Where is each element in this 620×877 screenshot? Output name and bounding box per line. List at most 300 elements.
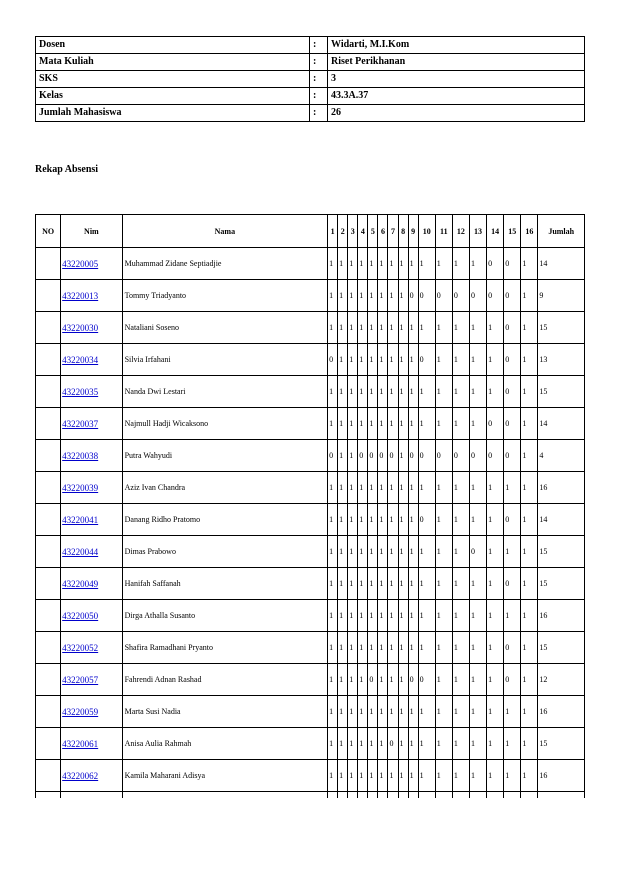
student-name: Putra Wahyudi — [122, 440, 327, 472]
attendance-cell: 1 — [338, 536, 348, 568]
attendance-cell: 1 — [521, 536, 538, 568]
attendance-cell: 1 — [408, 504, 418, 536]
info-separator: : — [310, 71, 328, 88]
nim-cell — [61, 408, 122, 440]
student-name: Silvia Irfahani — [122, 344, 327, 376]
column-header: 2 — [338, 215, 348, 248]
attendance-cell: 1 — [378, 248, 388, 280]
attendance-cell: 1 — [487, 664, 504, 696]
attendance-cell: 0 — [435, 440, 452, 472]
info-label: Mata Kuliah — [36, 54, 310, 71]
attendance-cell: 0 — [408, 664, 418, 696]
column-header: 11 — [435, 215, 452, 248]
attendance-cell: 1 — [328, 664, 338, 696]
attendance-cell: 1 — [368, 536, 378, 568]
attendance-cell: 0 — [378, 440, 388, 472]
nim-link[interactable]: 43220044 — [62, 546, 99, 557]
attendance-cell: 0 — [368, 664, 378, 696]
attendance-cell: 1 — [358, 600, 368, 632]
attendance-cell: 1 — [487, 728, 504, 760]
attendance-cell: 1 — [521, 760, 538, 792]
empty-cell — [348, 792, 358, 799]
table-row — [36, 696, 585, 728]
table-row — [36, 312, 585, 344]
attendance-cell: 1 — [408, 472, 418, 504]
row-number — [36, 440, 61, 472]
nim-cell — [61, 376, 122, 408]
attendance-cell: 1 — [521, 568, 538, 600]
nim-link[interactable]: 43220062 — [62, 770, 99, 781]
attendance-total: 16 — [538, 600, 585, 632]
attendance-cell: 1 — [338, 248, 348, 280]
attendance-cell: 1 — [378, 536, 388, 568]
attendance-cell: 0 — [368, 440, 378, 472]
student-name: Nanda Dwi Lestari — [122, 376, 327, 408]
attendance-cell: 1 — [328, 472, 338, 504]
row-number — [36, 280, 61, 312]
attendance-total: 16 — [538, 696, 585, 728]
table-row — [36, 376, 585, 408]
info-label: SKS — [36, 71, 310, 88]
attendance-cell: 1 — [368, 248, 378, 280]
attendance-cell: 1 — [398, 504, 408, 536]
attendance-cell: 1 — [348, 440, 358, 472]
attendance-cell: 1 — [521, 472, 538, 504]
attendance-cell: 1 — [378, 472, 388, 504]
attendance-cell: 1 — [452, 728, 469, 760]
nim-cell — [61, 504, 122, 536]
attendance-cell: 1 — [388, 536, 398, 568]
info-value: 43.3A.37 — [328, 88, 585, 105]
attendance-total: 9 — [538, 280, 585, 312]
attendance-cell: 1 — [469, 408, 486, 440]
table-row — [36, 472, 585, 504]
info-row — [36, 88, 585, 105]
attendance-cell: 0 — [504, 280, 521, 312]
attendance-cell: 1 — [378, 376, 388, 408]
attendance-cell: 1 — [504, 696, 521, 728]
attendance-cell: 1 — [328, 760, 338, 792]
attendance-cell: 1 — [398, 664, 408, 696]
attendance-cell: 1 — [328, 408, 338, 440]
attendance-cell: 1 — [521, 664, 538, 696]
attendance-cell: 1 — [388, 248, 398, 280]
attendance-cell: 0 — [504, 376, 521, 408]
attendance-cell: 1 — [408, 600, 418, 632]
attendance-cell: 1 — [418, 696, 435, 728]
table-row-cutoff — [36, 792, 585, 799]
attendance-cell: 0 — [504, 312, 521, 344]
student-name: Dimas Prabowo — [122, 536, 327, 568]
attendance-cell: 0 — [328, 344, 338, 376]
attendance-cell: 1 — [435, 472, 452, 504]
attendance-total: 15 — [538, 376, 585, 408]
empty-cell — [521, 792, 538, 799]
attendance-cell: 1 — [435, 408, 452, 440]
attendance-cell: 1 — [521, 312, 538, 344]
nim-link[interactable]: 43220039 — [62, 482, 99, 493]
nim-cell — [61, 728, 122, 760]
attendance-cell: 1 — [435, 632, 452, 664]
student-name: Danang Ridho Pratomo — [122, 504, 327, 536]
attendance-cell: 1 — [398, 632, 408, 664]
nim-cell — [61, 248, 122, 280]
attendance-cell: 1 — [398, 248, 408, 280]
nim-link[interactable]: 43220059 — [62, 706, 99, 717]
attendance-cell: 0 — [418, 504, 435, 536]
attendance-cell: 1 — [452, 344, 469, 376]
attendance-cell: 1 — [408, 568, 418, 600]
row-number — [36, 472, 61, 504]
student-name: Najmull Hadji Wicaksono — [122, 408, 327, 440]
attendance-cell: 1 — [487, 600, 504, 632]
attendance-cell: 1 — [328, 376, 338, 408]
attendance-cell: 1 — [521, 248, 538, 280]
attendance-cell: 1 — [338, 504, 348, 536]
attendance-cell: 1 — [368, 760, 378, 792]
attendance-cell: 1 — [504, 600, 521, 632]
attendance-cell: 1 — [368, 312, 378, 344]
column-header: 1 — [328, 215, 338, 248]
info-row — [36, 54, 585, 71]
info-separator: : — [310, 37, 328, 54]
attendance-cell: 1 — [398, 376, 408, 408]
attendance-cell: 1 — [521, 440, 538, 472]
attendance-cell: 1 — [521, 344, 538, 376]
nim-link[interactable]: 43220030 — [62, 322, 99, 333]
attendance-cell: 1 — [469, 472, 486, 504]
attendance-cell: 0 — [487, 408, 504, 440]
attendance-cell: 1 — [348, 632, 358, 664]
attendance-header-row — [36, 215, 585, 248]
info-value: 3 — [328, 71, 585, 88]
attendance-cell: 0 — [435, 280, 452, 312]
attendance-cell: 1 — [368, 280, 378, 312]
column-header: 9 — [408, 215, 418, 248]
attendance-cell: 1 — [348, 664, 358, 696]
attendance-total: 16 — [538, 472, 585, 504]
info-label: Dosen — [36, 37, 310, 54]
attendance-cell: 1 — [338, 600, 348, 632]
column-header: 5 — [368, 215, 378, 248]
attendance-cell: 1 — [469, 568, 486, 600]
attendance-cell: 1 — [408, 248, 418, 280]
attendance-cell: 1 — [348, 504, 358, 536]
column-header: 12 — [452, 215, 469, 248]
column-header: 16 — [521, 215, 538, 248]
attendance-cell: 1 — [368, 504, 378, 536]
attendance-cell: 1 — [469, 760, 486, 792]
attendance-cell: 1 — [435, 344, 452, 376]
attendance-cell: 1 — [368, 472, 378, 504]
attendance-cell: 1 — [452, 408, 469, 440]
attendance-cell: 1 — [328, 696, 338, 728]
student-name: Shafira Ramadhani Pryanto — [122, 632, 327, 664]
attendance-cell: 1 — [338, 312, 348, 344]
attendance-cell: 1 — [388, 344, 398, 376]
attendance-cell: 1 — [368, 568, 378, 600]
table-row — [36, 632, 585, 664]
attendance-cell: 1 — [469, 696, 486, 728]
attendance-cell: 0 — [418, 280, 435, 312]
attendance-cell: 1 — [348, 344, 358, 376]
attendance-cell: 0 — [452, 280, 469, 312]
nim-link[interactable]: 43220005 — [62, 258, 99, 269]
attendance-cell: 1 — [338, 568, 348, 600]
attendance-cell: 1 — [398, 408, 408, 440]
section-title: Rekap Absensi — [35, 164, 99, 175]
attendance-cell: 0 — [504, 632, 521, 664]
nim-link[interactable]: 43220013 — [62, 290, 99, 301]
empty-cell — [452, 792, 469, 799]
nim-link[interactable]: 43220057 — [62, 674, 99, 685]
attendance-cell: 1 — [521, 696, 538, 728]
attendance-cell: 1 — [408, 696, 418, 728]
attendance-cell: 0 — [388, 728, 398, 760]
column-header: Nim — [61, 215, 122, 248]
column-header: NO — [36, 215, 61, 248]
attendance-total: 12 — [538, 664, 585, 696]
empty-cell — [368, 792, 378, 799]
attendance-cell: 0 — [504, 344, 521, 376]
column-header: 7 — [388, 215, 398, 248]
attendance-cell: 0 — [504, 568, 521, 600]
student-name: Nataliani Soseno — [122, 312, 327, 344]
attendance-cell: 1 — [408, 760, 418, 792]
attendance-cell: 0 — [358, 440, 368, 472]
attendance-cell: 1 — [388, 504, 398, 536]
nim-cell — [61, 632, 122, 664]
table-row — [36, 280, 585, 312]
empty-cell — [328, 792, 338, 799]
attendance-cell: 1 — [469, 312, 486, 344]
attendance-cell: 1 — [418, 376, 435, 408]
row-number — [36, 344, 61, 376]
attendance-cell: 1 — [452, 536, 469, 568]
attendance-cell: 1 — [398, 312, 408, 344]
attendance-cell: 0 — [418, 344, 435, 376]
attendance-cell: 1 — [469, 664, 486, 696]
attendance-cell: 0 — [469, 280, 486, 312]
attendance-total: 16 — [538, 760, 585, 792]
attendance-cell: 1 — [328, 632, 338, 664]
student-name: Fahrendi Adnan Rashad — [122, 664, 327, 696]
attendance-cell: 1 — [348, 280, 358, 312]
attendance-cell: 1 — [487, 760, 504, 792]
info-label: Jumlah Mahasiswa — [36, 105, 310, 122]
row-number — [36, 568, 61, 600]
attendance-cell: 1 — [378, 504, 388, 536]
attendance-cell: 1 — [328, 312, 338, 344]
column-header: 13 — [469, 215, 486, 248]
attendance-cell: 1 — [469, 600, 486, 632]
attendance-cell: 1 — [487, 376, 504, 408]
student-name: Kamila Maharani Adisya — [122, 760, 327, 792]
attendance-cell: 1 — [338, 664, 348, 696]
attendance-cell: 0 — [504, 440, 521, 472]
table-row — [36, 664, 585, 696]
attendance-cell: 1 — [358, 696, 368, 728]
nim-link[interactable]: 43220052 — [62, 642, 99, 653]
attendance-cell: 1 — [338, 344, 348, 376]
attendance-cell: 1 — [408, 312, 418, 344]
table-row — [36, 536, 585, 568]
attendance-cell: 1 — [418, 600, 435, 632]
nim-cell — [61, 536, 122, 568]
table-row — [36, 248, 585, 280]
attendance-cell: 0 — [388, 440, 398, 472]
attendance-cell: 1 — [338, 408, 348, 440]
info-separator: : — [310, 88, 328, 105]
course-info-table — [35, 36, 585, 122]
attendance-cell: 1 — [358, 760, 368, 792]
attendance-cell: 1 — [408, 536, 418, 568]
attendance-cell: 0 — [408, 440, 418, 472]
attendance-cell: 1 — [469, 248, 486, 280]
attendance-cell: 1 — [418, 472, 435, 504]
nim-link[interactable]: 43220038 — [62, 450, 99, 461]
attendance-cell: 1 — [398, 344, 408, 376]
attendance-cell: 1 — [408, 728, 418, 760]
attendance-cell: 1 — [328, 536, 338, 568]
attendance-cell: 1 — [487, 344, 504, 376]
attendance-cell: 1 — [368, 696, 378, 728]
attendance-cell: 1 — [487, 536, 504, 568]
attendance-cell: 0 — [469, 536, 486, 568]
attendance-cell: 1 — [368, 728, 378, 760]
attendance-cell: 1 — [469, 632, 486, 664]
attendance-body — [36, 248, 585, 799]
column-header: 15 — [504, 215, 521, 248]
nim-link[interactable]: 43220061 — [62, 738, 99, 749]
attendance-cell: 1 — [452, 568, 469, 600]
attendance-cell: 1 — [338, 728, 348, 760]
table-row — [36, 728, 585, 760]
attendance-total: 4 — [538, 440, 585, 472]
attendance-cell: 1 — [398, 728, 408, 760]
attendance-cell: 0 — [469, 440, 486, 472]
nim-cell — [61, 472, 122, 504]
empty-cell — [408, 792, 418, 799]
attendance-cell: 1 — [388, 568, 398, 600]
attendance-cell: 1 — [358, 472, 368, 504]
nim-link[interactable]: 43220049 — [62, 578, 99, 589]
row-number — [36, 376, 61, 408]
attendance-cell: 1 — [398, 760, 408, 792]
attendance-cell: 1 — [452, 248, 469, 280]
nim-cell — [61, 280, 122, 312]
attendance-total: 15 — [538, 728, 585, 760]
attendance-cell: 1 — [388, 280, 398, 312]
attendance-cell: 1 — [358, 248, 368, 280]
attendance-cell: 0 — [487, 440, 504, 472]
attendance-cell: 1 — [435, 600, 452, 632]
attendance-cell: 1 — [358, 504, 368, 536]
row-number — [36, 760, 61, 792]
table-row — [36, 568, 585, 600]
table-row — [36, 408, 585, 440]
attendance-cell: 1 — [358, 280, 368, 312]
nim-link[interactable]: 43220041 — [62, 514, 99, 525]
attendance-cell: 1 — [521, 376, 538, 408]
attendance-cell: 1 — [521, 280, 538, 312]
attendance-cell: 1 — [338, 472, 348, 504]
attendance-cell: 1 — [338, 280, 348, 312]
attendance-cell: 1 — [398, 600, 408, 632]
nim-link[interactable]: 43220050 — [62, 610, 99, 621]
attendance-cell: 1 — [368, 600, 378, 632]
attendance-cell: 1 — [435, 760, 452, 792]
student-name: Dirga Athalla Susanto — [122, 600, 327, 632]
attendance-cell: 1 — [338, 632, 348, 664]
attendance-cell: 1 — [348, 568, 358, 600]
nim-link[interactable]: 43220034 — [62, 354, 99, 365]
empty-cell — [469, 792, 486, 799]
info-value: Riset Perikhanan — [328, 54, 585, 71]
nim-cell — [61, 760, 122, 792]
attendance-cell: 1 — [435, 536, 452, 568]
attendance-cell: 1 — [328, 504, 338, 536]
attendance-cell: 1 — [368, 408, 378, 440]
attendance-cell: 1 — [378, 760, 388, 792]
column-header: 6 — [378, 215, 388, 248]
attendance-cell: 1 — [435, 696, 452, 728]
attendance-total: 14 — [538, 504, 585, 536]
attendance-cell: 1 — [398, 568, 408, 600]
attendance-cell: 1 — [435, 728, 452, 760]
nim-link[interactable]: 43220037 — [62, 418, 99, 429]
row-number — [36, 504, 61, 536]
attendance-cell: 1 — [328, 568, 338, 600]
row-number — [36, 536, 61, 568]
empty-cell — [435, 792, 452, 799]
nim-cell — [61, 440, 122, 472]
student-name: Aziz Ivan Chandra — [122, 472, 327, 504]
attendance-cell: 1 — [398, 696, 408, 728]
attendance-cell: 1 — [378, 312, 388, 344]
attendance-cell: 1 — [348, 728, 358, 760]
info-row — [36, 105, 585, 122]
table-row — [36, 440, 585, 472]
attendance-cell: 1 — [521, 632, 538, 664]
attendance-cell: 1 — [487, 632, 504, 664]
attendance-cell: 1 — [408, 632, 418, 664]
info-row — [36, 71, 585, 88]
attendance-cell: 1 — [521, 728, 538, 760]
attendance-cell: 1 — [418, 312, 435, 344]
empty-cell — [388, 792, 398, 799]
attendance-cell: 1 — [388, 376, 398, 408]
attendance-cell: 1 — [487, 312, 504, 344]
row-number — [36, 600, 61, 632]
empty-cell — [61, 792, 122, 799]
attendance-cell: 1 — [328, 248, 338, 280]
attendance-cell: 1 — [378, 728, 388, 760]
row-number — [36, 248, 61, 280]
attendance-cell: 1 — [452, 600, 469, 632]
attendance-cell: 0 — [408, 280, 418, 312]
attendance-cell: 1 — [408, 344, 418, 376]
nim-link[interactable]: 43220035 — [62, 386, 99, 397]
attendance-cell: 1 — [348, 696, 358, 728]
column-header: 3 — [348, 215, 358, 248]
attendance-cell: 1 — [388, 472, 398, 504]
attendance-cell: 1 — [504, 728, 521, 760]
attendance-cell: 1 — [368, 632, 378, 664]
attendance-cell: 0 — [452, 440, 469, 472]
attendance-cell: 1 — [418, 760, 435, 792]
attendance-cell: 1 — [408, 408, 418, 440]
